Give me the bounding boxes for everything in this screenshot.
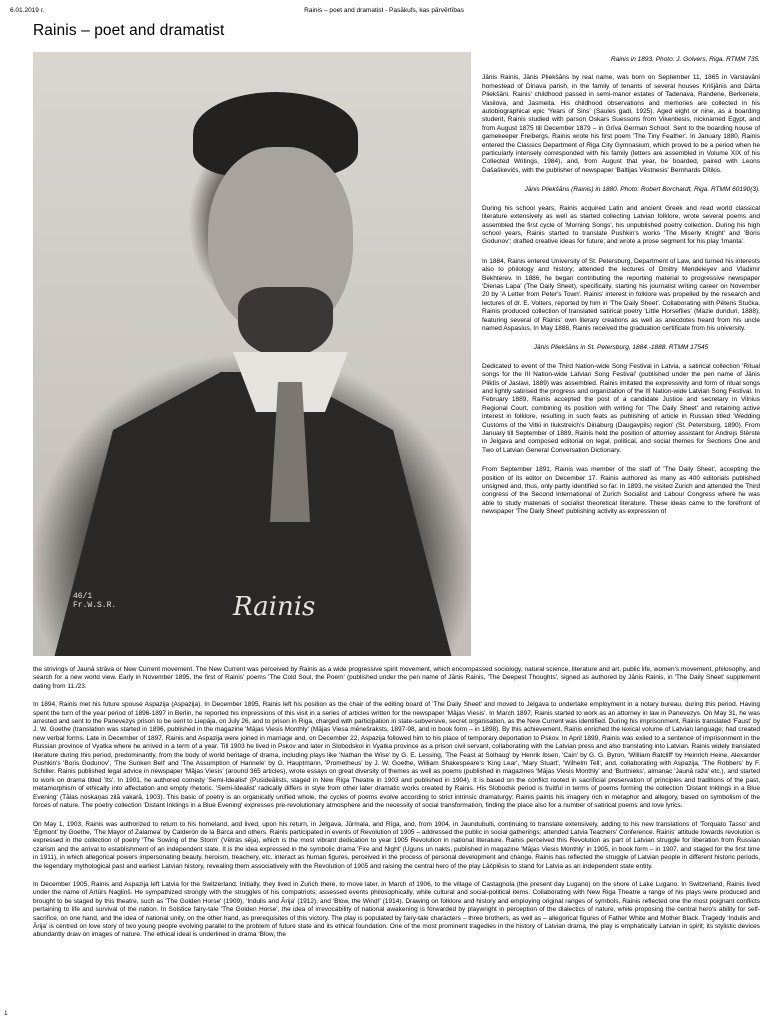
photo-caption: Jānis Pliekšāns in St. Petersburg, 1884.-1888. RTMM 17545 — [533, 344, 709, 352]
photo-caption: Rainis in 1893. Photo: J. Golvers, Riga. RTMM 735. — [610, 56, 760, 63]
paragraph: During his school years, Rainis acquired Latin and ancient Greek and read world classical literature extensively as well as started collecting Latvian folklore, wrote several poems and assembled the first cycle of 'Morning Songs', his unpublished poetry collection. During his high school years, Rainis started to translate Pushkin's works 'The Miserly Knight' and 'Boris Godunov'; drafted creative ideas for future; and wrote a prose segment for his play 'Imanta'. — [482, 204, 760, 246]
full-width-text — [33, 666, 760, 950]
photo-beard — [238, 287, 333, 357]
paragraph: In 1894, Rainis met his future spouse Aspazija (Aspazija). In December 1895, Rainis left his position as the chair of the editing board of 'The Daily Sheet' and moved to Jelgava to undertake employment in a notary bureau, during this period. Having spent the turn of the year period of 1896-1897 in Berlin, he reported his impressions of this visit in a series of articles written for the newspaper 'Mājas Viesis'. In March 1897, Rainis started to work as an attorney in law in Panevezys. On May 31, he was arrested and sent to the Panevezys prison to be sent to Liepāja, on July 26, and to prison in Riga, charged with participation in state-subversive, secret organisation, as the New Current was identified. During his imprisonment, Rainis translated 'Faust' by J. W. Goethe (translation was started in 1896, published in the magazine 'Mājas Viesis Monthly' (Mājas Viesa mēnešraksts, 1897-98, and in book form – in 1898). By this achievement, Rainis enriched the lexical volume of Latvian language; had created new verbal forms. Late in December of 1897, Rainis and Aspazija were joined in marriage and, on December 22, Aspazija followed him to his place of temporary deportation to Pskov. In April 1899, Rainis was exiled to a sentence of imprisonment in the Russian province of Vyatka where he arrived in a term of a year. Till 1903 he lived in Pskov and later in Slobodskoi in Vyatka province as a prison civil servant, collaborating with the Latvian press and also translating into Latvian. Rainis widely translated literature during this period, predominantly, from the body of world heritage of drama, including plays like 'Nathan the Wise' by G. E. Lessing, 'The Feast at Solhaug' by Henrik Ibsen, 'Cain' by G. G. Byron, 'William Ratcliff' by Heinrich Heine, Alexander Pushkin's 'Boris Godunov', 'The Sunken Bell' and 'The Assumption of Hannele' by G. Hauptmann, 'Prometheus' by J. W. Goethe, William Shakespeare's 'King Lear', 'Mary Stuart', 'Wilhelm Tell', and, collaborating with Aspazija, 'The Robbers' by F. Schiller. Rainis published legal advice in newspaper 'Mājas Viesis' (around 365 articles), wrote essays on great diversity of themes as well as poems (published in magazines 'Mājas Viesis Monthly' and 'Burtnieks', almanac 'Jaunā raža' etc.), and started to work on drama titled 'Its'. In 1901, he authored comedy 'Semi-Idealist' (Pusideālists, staged in New Riga Theatre in 1903 and published in 1904). It is based on the conflict rooted in sacrificial preservation of principles and traditions of the past, metamorphism of ethically into affectation and empty rhetoric. 'Semi-Idealist' radically differs in style from other later dramatic works created by Rainis. His Slobodsk period is fruitful in terms of poems forming the collection 'Distant Inklings in a Blue Evening' (Tālas noskaņas zilā vakarā, 1903). This basic of poetry is an organically unified whole, the cycles of poems evolve according to strict intrinsic dramaturgy; Rainis paints his imagery rich in metaphor and allegory, based on symbolism of the forces of nature. The poetry collection 'Distant Inklings in a Blue Evening' expresses pre-revolutionary atmosphere and the necessity of social transformation, finding the place also for a number of satirical poems and love lyrics. — [33, 701, 760, 810]
paragraph: In 1884, Rainis entered University of St. Petersburg, Department of Law, and turned his interests also to philology and history; attended the lectures of Dmitry Mendeleyev and Vladimir Bekhterev. In 1886, he began contributing the reporting material to progressive newspaper 'Dienas Lapa' (The Daily Sheet), specifically, starting his journalist writing career on November 20 by 'A Letter from Peter's Town'. Rainis' interest in folklore was propelled by the research and lectures of dr. E. Volters, reported by him in 'The Daily Sheet'. Collaborating with Pēteris Stučka, Rainis produced collection of translated satirical poetry 'Little Horseflies' (Mazie dunduri, 1888), featuring several of Rainis' own literary creations as well as anecdotes heard from his uncle named Aspasius. In May 1888, Rainis received the graduation certificate from his university. — [482, 257, 760, 332]
page-source-title: Rainis – poet and dramatist - Pasākufs, kas pārvērtības — [304, 7, 464, 14]
photo-signature: Rainis — [233, 592, 316, 622]
paragraph: Jānis Rainis, Jānis Pliekšāns by real name, was born on September 11, 1865 in Varslavāni homestead of Dinava parish, in the family of tenants of several houses Krišjānis and Dārta Pliekšāni. Rainis' childhood passed in semi-manor estates of Tadenava, Randene, Berkenele, Vasilova, and Jasmeita. His childhood observations and memories are collected in his autobiographical epic 'Years of Sins' (Saules gadi, 1925). Aged eight or nine, as a boarding student, Rainis studied with parson Oskars Suessons from Vikentiesis, nicknamed Egypt, and from August 1875 till December 1879 – in Grīva German School. Sent to the boarding house of gamekeeper Freibergs, Rainis wrote his first poem 'The Tiny Feather'. In January 1880, Rainis entered the Classics Department of Riga City Gymnasium, which proved to be a period when he particularly intensely corresponded with his family (letters are assembled in Volume XIX of his Collected Writings, 1984), and, from August that year, he boarded, paired with Leons Dašaškevičs, with the publisher of newspaper 'Baltijas Vēstnesis' Bernhards Dītiķis. — [482, 74, 760, 174]
paragraph: On May 1, 1903, Rainis was authorized to return to his homeland, and lived, upon his return, in Jelgava, Jūrmala, and Rīga, and, from 1904, in Jaundubulti, continuing to translate extensively, adding to his new translations of 'Torquato Tasso' and 'Egmont' by Goethe, 'The Mayor of Zalamea' by Calderón de la Barca and others. Rainis participated in events of Revolution of 1905 – addressed the public in social gatherings; attended Latvia Teachers' Conference. Rainis' attitude towards revolution is expressed in the collection of poetry 'The Sowing of the Storm' (Vētras sēja), which is the most vibrant dedication to year 1905 Revolution in national literature. Rainis perceived this Revolution as part of Latvian struggle for liberation from Russian czarism and the arrival to establishment of an independent state. It is the idea expressed in the symbolic drama 'Fire and Night' (Uguns un nakts, published in magazine 'Mājas Viesis Monthly' in 1905, in book form – in 1907, and staged for the first time in 1911), in which allegorical powers impersonating beauty, heroism, treachery, etc. interact as human figures, perceived in the process of personal development and change. Rainis has reflected the struggle of Latvian people in different historic periods, the legendary mythological past and earliest Latvian history, revealing them associatively with the Revolution of 1905 and raising the central hero of the play Lāčplēsis to stand for Latvia as an independent state entity. — [33, 820, 760, 870]
right-column — [482, 56, 760, 528]
page-title: Rainis – poet and dramatist — [33, 22, 225, 39]
paragraph: the strivings of Jaunā strāva or New Current movement. The New Current was perceived by Rainis as a wide progressive spirit movement, which encompassed sociology, natural science, literature and art, public life, women's movement, philosophy, and search for a new world view. Early in November 1895, the first of Rainis' poems 'The Cold Soul, the Poem' (published under the pen name of Jānis Rainis, 'The Deepest Thoughts', signed as authored by Jānis Rainis, in 'The Daily Sheet' supplement dating from 11./23. — [33, 666, 760, 690]
page-header — [0, 7, 768, 19]
paragraph: In December 1905, Rainis and Aspazija left Latvia for the Switzerland. Initially, they lived in Zurich there, to move later, in March of 1906, to the village of Castagnola (the present day Lugano) on the shore of Lake Lugano. In Switzerland, Rainis lived under the name of Artūrs Naglinš. He sympathized strongly with the struggles of his compatriots; assessed events philosophically, while cultural and social-political items. Collaborating with New Riga Theatre a range of his plays were produced and brought to be staged by this theatre, such as 'The Golden Horse' (1909), 'Indulis and Ārija' (1912), and 'Blow, the Wind!' (1914). Drawing on folklore and history and employing original ranges of symbols, Rainis reflected one the most poignant conflicts pertaining to life and survival of the nation. In Solstice fairy-tale 'The Golden Horse', the idea of irrevocability of national awakening is forwarded by playwright in perception of the dialectics of nature, while proposing the central hero's ability for self-sacrifice, on one hand, and the idea of national unity, on the other hand, as prerequisites of this victory. The play is populated by fairy-tale characters – three brothers, as well as – allegorical figures of Father White and Mother Black. Tragedy 'Indulis and Ārija' is centred on love story of two young people evolving parallel to the problem of future state and its ethical foundation. One of the most prominent tragedies in the history of Latvian drama, the play is emphatically Latvian in spirit; its stylistic devices abundantly draw on images of nature. The ethical ideal is underlined in drama 'Blow, the — [33, 880, 760, 939]
paragraph: Dedicated to event of the Third Nation-wide Song Festival in Latvia, a satirical collection 'Ritual songs for the III Nation-wide Latvian Song Festival' (published under the pen name of Jānis Pliktīs of Jaslavi, 1889) was assembled. Rainis imitated the expressivity and form of ritual songs and lightly satirised the progress and organization of the III Nation-wide Latvian Song Festival. In February 1889, Rainis accepted the post of a candidate Justice and secretary in Vilnius Regional Court, combining its position with writing for 'The Daily Sheet' and retaining active interest in folklore, resulting in such feats as publishing of article in Russian titled 'Wedding Customs of the Vitki in Ilukstreich's Dinaburg (Daugavpils) region' (St. Petersburg, 1890). From January till September of 1889, Rainis held the position of attorney assistant for Andrejs Stērste in Jelgava and composed editorial on legal, political, and social themes for Sections One and Two of Latvian General Conversation Dictionary. — [482, 362, 760, 454]
photo-stamp: 46/1 Fr.W.S.R. — [73, 592, 117, 610]
photo-caption: Jānis Pliekšāns (Rainis) in 1880. Photo: Robert Borchardt, Riga. RTMM 60190(3). — [524, 186, 760, 194]
portrait-photo — [33, 52, 471, 656]
page-number: 1 — [4, 1010, 8, 1017]
print-date: 6.01.2019 г. — [10, 7, 45, 14]
paragraph: From September 1891, Rainis was member of the staff of 'The Daily Sheet', accepting the position of its editor on December 17. Rainis authored as many as 400 editorials published unsigned and, thus, only partly identified so far. In 1893, he visited Zurich and attended the Third congress of the Second International of Zurich Socialist and Labour Congress where he was able to study materials of socialist theoretical literature. These ideas came to the forefront of newspaper 'The Daily Sheet' publishing activity as expression of — [482, 466, 760, 516]
